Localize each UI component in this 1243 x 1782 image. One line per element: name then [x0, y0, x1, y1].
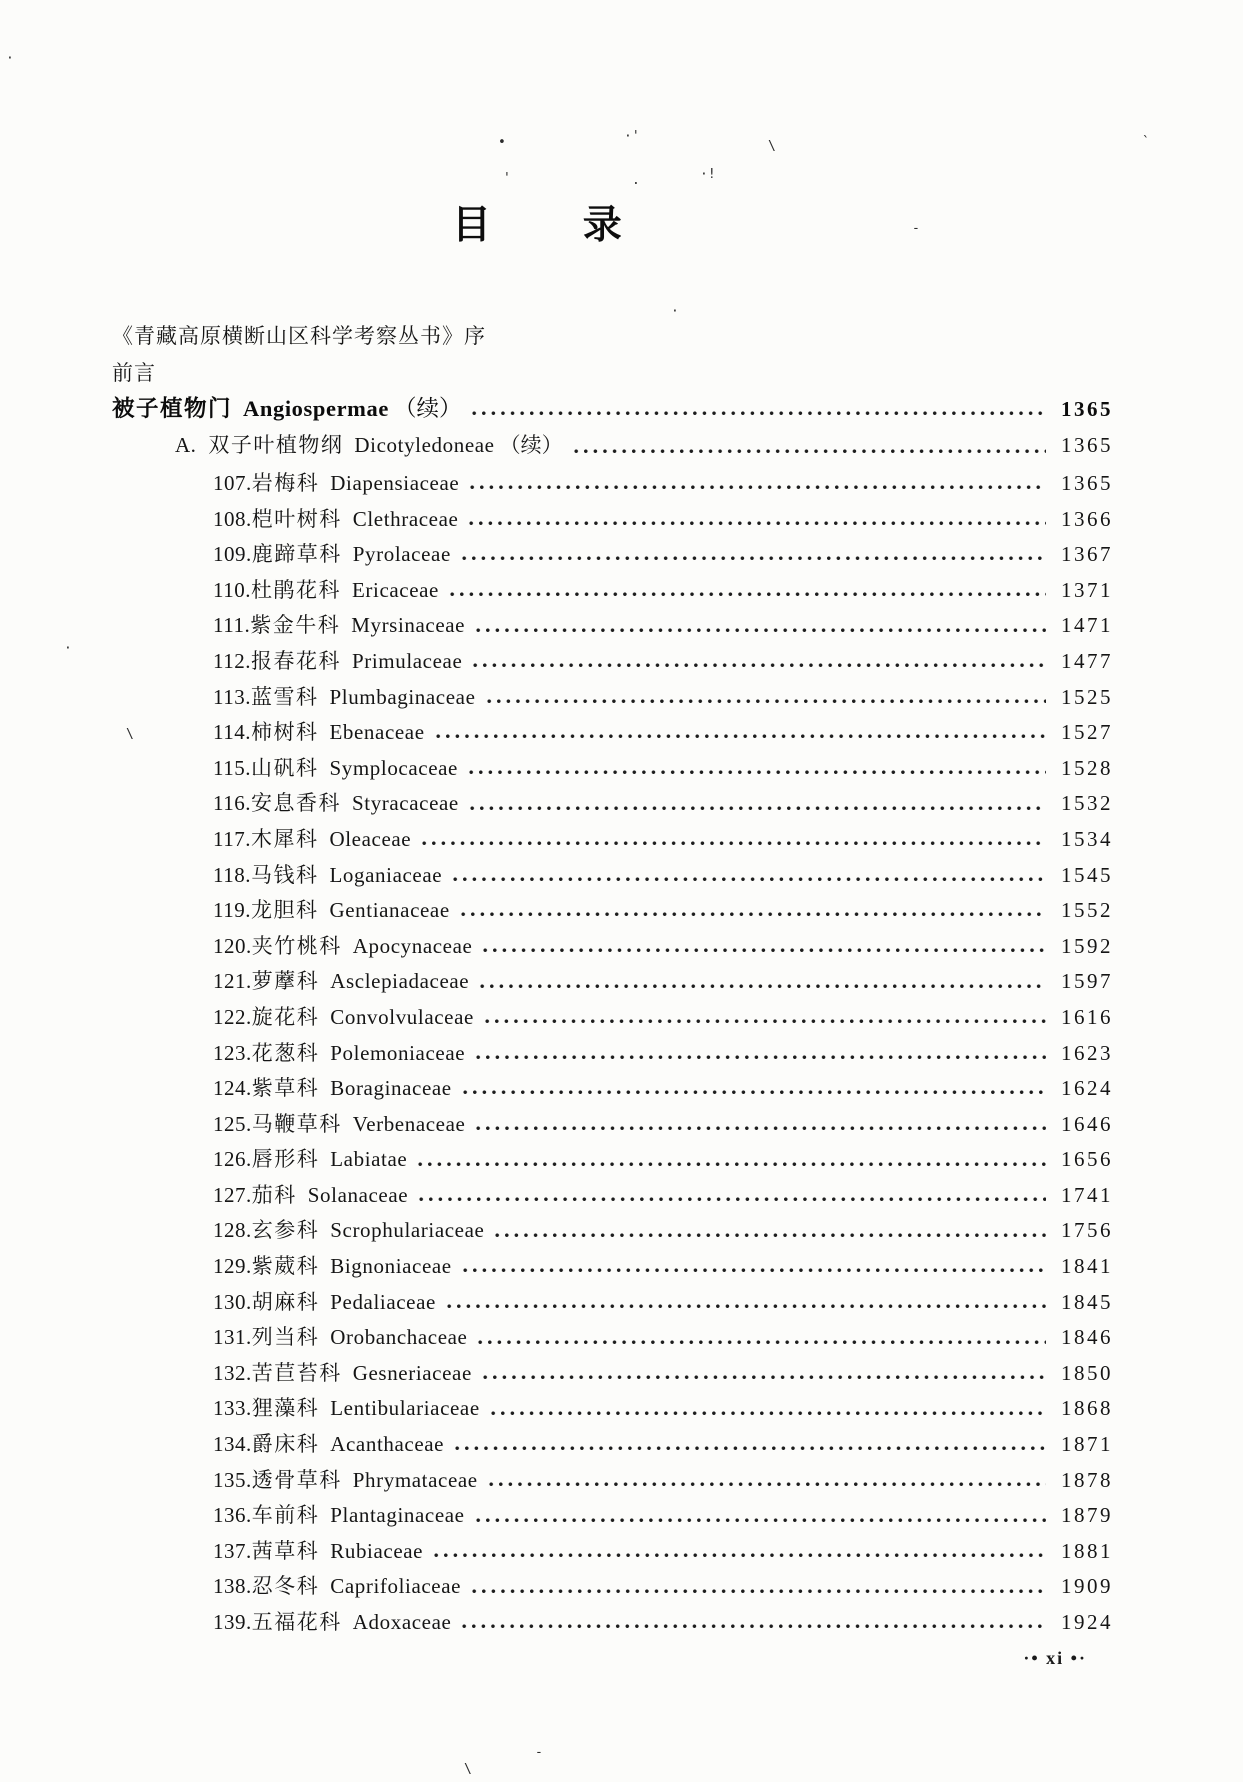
scan-speck: . [632, 173, 640, 188]
dot-leader [486, 698, 1047, 705]
dot-leader [475, 1054, 1046, 1061]
dot-leader [469, 805, 1046, 812]
page-title: 目 录 [452, 204, 624, 247]
toc-entry [112, 1286, 1113, 1322]
entry-name-latin: Gesneriaceae [352, 1360, 472, 1385]
toc-entry [112, 1499, 1113, 1535]
entry-number: 122. [213, 1004, 252, 1029]
toc-entry [112, 1179, 1113, 1215]
entry-number: 124. [213, 1076, 252, 1101]
dot-leader [477, 1339, 1046, 1346]
entry-name-cn: 狸藻科 [251, 1396, 320, 1421]
entry-name-latin: Loganiaceae [329, 862, 443, 887]
entry-number: 113. [213, 684, 251, 709]
entry-name-latin: Symplocaceae [329, 755, 458, 780]
toc-entry [112, 1357, 1113, 1393]
dot-leader [482, 1374, 1046, 1381]
entry-page-number: 1879 [1061, 1503, 1113, 1528]
toc-entry [112, 1535, 1113, 1571]
entry-number: 130. [213, 1289, 252, 1314]
toc-entry [112, 1464, 1113, 1500]
dot-leader [475, 1517, 1046, 1524]
entry-name-cn: 岩梅科 [251, 471, 320, 495]
entry-name-latin: Polemoniaceae [330, 1040, 466, 1065]
front-matter [112, 318, 486, 392]
entry-name-latin: Diapensiaceae [330, 471, 460, 495]
entry-page-number: 1477 [1061, 648, 1113, 673]
entry-name-cn: 马钱科 [250, 862, 319, 887]
entry-number: 118. [213, 862, 251, 887]
entry-name-cn: 紫金牛科 [250, 613, 341, 638]
dot-leader [472, 662, 1046, 669]
dot-leader [484, 1018, 1046, 1025]
entry-name-latin: Phrymataceae [352, 1467, 478, 1492]
dot-leader [461, 1623, 1046, 1630]
entry-name-cn: 列当科 [251, 1325, 320, 1350]
entry-name-cn: 爵床科 [251, 1432, 320, 1457]
entry-name-latin: Plantaginaceae [330, 1503, 465, 1528]
entry-page-number: 1527 [1061, 720, 1113, 745]
toc-entry [112, 467, 1113, 503]
toc-entry [112, 752, 1113, 788]
entry-page-number: 1552 [1061, 898, 1113, 923]
entry-number: 115. [213, 755, 251, 780]
toc-entry [112, 930, 1113, 966]
entry-page-number: 1597 [1061, 969, 1113, 994]
series-preface-entry: 《青藏高原横断山区科学考察丛书》序 [112, 324, 486, 348]
entry-name-latin: Clethraceae [352, 506, 459, 531]
entry-page-number: 1592 [1061, 933, 1113, 958]
entry-name-latin: Styracaceae [351, 791, 459, 816]
entry-name-cn: 紫葳科 [251, 1254, 320, 1279]
entry-number: 120. [213, 933, 252, 958]
dot-leader [471, 410, 1046, 417]
entry-page-number: 1845 [1061, 1289, 1113, 1314]
entry-number: 109. [213, 542, 252, 567]
entry-page-number: 1646 [1061, 1111, 1113, 1136]
entry-name-cn: 山矾科 [250, 755, 319, 780]
toc-entry [112, 538, 1113, 574]
toc-entry [112, 1250, 1113, 1286]
entry-name-latin: Angiospermae [243, 396, 389, 421]
dot-leader [479, 983, 1046, 990]
toc-list [112, 391, 1113, 1642]
entry-name-cn: 苦苣苔科 [251, 1360, 342, 1385]
entry-name-cn: 龙胆科 [250, 898, 319, 923]
entry-name-latin: Ericaceae [351, 577, 439, 602]
dot-leader [452, 876, 1046, 883]
entry-name-latin: Apocynaceae [352, 933, 473, 958]
entry-number: 127. [213, 1182, 252, 1207]
entry-continued-suffix: （续） [499, 433, 563, 457]
entry-page-number: 1878 [1061, 1467, 1113, 1492]
scan-speck: ` [1142, 135, 1150, 150]
entry-page-number: 1471 [1061, 613, 1113, 638]
page-number-footer: ·• xi •· [1023, 1648, 1087, 1668]
entry-name-latin: Labiatae [330, 1147, 408, 1172]
scan-speck: - [535, 1745, 543, 1760]
entry-name-latin: Solanaceae [307, 1182, 409, 1207]
scan-speck: · [64, 641, 72, 656]
scan-speck: · [6, 51, 14, 66]
entry-name-cn: 紫草科 [251, 1076, 320, 1101]
toc-entry [112, 894, 1113, 930]
entry-name-latin: Ebenaceae [329, 720, 425, 745]
dot-leader [482, 947, 1046, 954]
toc-entry [112, 681, 1113, 717]
entry-number: 119. [213, 898, 251, 923]
dot-leader [488, 1481, 1046, 1488]
scan-speck: • [498, 135, 506, 150]
entry-page-number: 1534 [1061, 826, 1113, 851]
entry-page-number: 1841 [1061, 1254, 1113, 1279]
dot-leader [433, 1552, 1046, 1559]
entry-name-latin: Lentibulariaceae [330, 1396, 480, 1421]
toc-entry [112, 716, 1113, 752]
entry-number: 114. [213, 720, 251, 745]
entry-page-number: 1756 [1061, 1218, 1113, 1243]
dot-leader [494, 1232, 1046, 1239]
entry-number: 123. [213, 1040, 252, 1065]
entry-name-cn: 柿树科 [250, 720, 319, 745]
entry-number: 133. [213, 1396, 252, 1421]
toc-entry [112, 859, 1113, 895]
entry-name-latin: Primulaceae [351, 648, 463, 673]
entry-number: 112. [213, 648, 251, 673]
dot-leader [475, 1125, 1046, 1132]
toc-entry [112, 1143, 1113, 1179]
dot-leader [418, 1196, 1046, 1203]
entry-page-number: 1881 [1061, 1538, 1113, 1563]
entry-name-cn: 茜草科 [251, 1538, 320, 1563]
toc-entry [112, 391, 1113, 429]
toc-entry [112, 609, 1113, 645]
entry-page-number: 1623 [1061, 1040, 1113, 1065]
entry-number: 134. [213, 1432, 252, 1457]
entry-number: 135. [213, 1467, 252, 1492]
entry-name-cn: 报春花科 [250, 648, 341, 673]
toc-entry [112, 429, 1113, 467]
entry-number: 136. [213, 1503, 252, 1528]
entry-name-cn: 旋花科 [251, 1004, 320, 1029]
entry-page-number: 1528 [1061, 755, 1113, 780]
entry-name-latin: Rubiaceae [330, 1538, 424, 1563]
toc-entry [112, 1001, 1113, 1037]
dot-leader [468, 520, 1046, 527]
entry-name-latin: Gentianaceae [329, 898, 450, 923]
entry-number: 107. [213, 471, 252, 495]
entry-page-number: 1545 [1061, 862, 1113, 887]
entry-name-latin: Oleaceae [329, 826, 412, 851]
entry-number: 139. [213, 1610, 252, 1634]
scan-speck: ·' [624, 129, 640, 144]
entry-name-cn: 夹竹桃科 [251, 933, 342, 958]
entry-page-number: 1525 [1061, 684, 1113, 709]
toc-entry [112, 1321, 1113, 1357]
entry-number: 116. [213, 791, 251, 816]
entry-page-number: 1850 [1061, 1360, 1113, 1385]
entry-name-cn: 玄参科 [251, 1218, 320, 1243]
entry-name-latin: Orobanchaceae [330, 1325, 468, 1350]
foreword-entry: 前言 [112, 361, 156, 385]
dot-leader [573, 448, 1046, 455]
entry-name-cn: 车前科 [251, 1503, 320, 1528]
entry-name-cn: 木犀科 [250, 826, 319, 851]
dot-leader [471, 1588, 1046, 1595]
toc-entry [112, 1570, 1113, 1606]
entry-name-cn: 蓝雪科 [250, 684, 319, 709]
dot-leader [468, 769, 1046, 776]
entry-number: A. [175, 433, 197, 457]
entry-name-latin: Pedaliaceae [330, 1289, 436, 1314]
entry-name-cn: 忍冬科 [251, 1574, 320, 1599]
scan-speck: · [671, 304, 679, 319]
entry-number: 129. [213, 1254, 252, 1279]
scan-speck: - [912, 221, 920, 236]
entry-number: 110. [213, 577, 251, 602]
toc-entry [112, 1037, 1113, 1073]
dot-leader [460, 911, 1046, 918]
dot-leader [469, 484, 1046, 491]
entry-name-latin: Convolvulaceae [330, 1004, 474, 1029]
scan-speck: \ [464, 1762, 472, 1777]
scan-speck: ' [503, 171, 511, 186]
entry-name-latin: Caprifoliaceae [330, 1574, 462, 1599]
toc-entry [112, 965, 1113, 1001]
entry-continued-suffix: （续） [393, 396, 462, 421]
entry-name-cn: 唇形科 [251, 1147, 320, 1172]
entry-name-latin: Plumbaginaceae [329, 684, 476, 709]
entry-name-cn: 杜鹃花科 [250, 577, 341, 602]
entry-number: 108. [213, 506, 252, 531]
entry-page-number: 1371 [1061, 577, 1113, 602]
entry-page-number: 1624 [1061, 1076, 1113, 1101]
toc-entry [112, 787, 1113, 823]
entry-number: 137. [213, 1538, 252, 1563]
entry-name-cn: 花葱科 [251, 1040, 320, 1065]
dot-leader [446, 1303, 1046, 1310]
entry-page-number: 1909 [1061, 1574, 1113, 1599]
dot-leader [449, 591, 1046, 598]
toc-entry [112, 574, 1113, 610]
entry-name-cn: 胡麻科 [251, 1289, 320, 1314]
entry-name-cn: 茄科 [251, 1182, 297, 1207]
toc-entry [112, 1108, 1113, 1144]
toc-entry [112, 1214, 1113, 1250]
entry-page-number: 1656 [1061, 1147, 1113, 1172]
scan-speck: \ [126, 727, 134, 742]
dot-leader [462, 1267, 1046, 1274]
entry-name-latin: Boraginaceae [330, 1076, 452, 1101]
entry-name-latin: Acanthaceae [330, 1432, 445, 1457]
entry-number: 125. [213, 1111, 252, 1136]
entry-page-number: 1365 [1061, 433, 1113, 457]
entry-page-number: 1924 [1061, 1610, 1113, 1634]
entry-page-number: 1366 [1061, 506, 1113, 531]
dot-leader [417, 1161, 1046, 1168]
toc-entry [112, 645, 1113, 681]
entry-name-latin: Adoxaceae [352, 1610, 452, 1634]
entry-number: 138. [213, 1574, 252, 1599]
entry-number: 132. [213, 1360, 252, 1385]
dot-leader [462, 1089, 1046, 1096]
dot-leader [461, 555, 1046, 562]
entry-number: 131. [213, 1325, 252, 1350]
entry-name-cn: 被子植物门 [112, 396, 233, 421]
entry-page-number: 1741 [1061, 1182, 1113, 1207]
toc-entry [112, 503, 1113, 539]
toc-entry [112, 1072, 1113, 1108]
entry-name-cn: 安息香科 [250, 791, 341, 816]
entry-name-latin: Myrsinaceae [351, 613, 466, 638]
dot-leader [454, 1445, 1046, 1452]
entry-name-latin: Bignoniaceae [330, 1254, 452, 1279]
entry-number: 121. [213, 969, 252, 994]
entry-name-cn: 马鞭草科 [251, 1111, 342, 1136]
entry-page-number: 1871 [1061, 1432, 1113, 1457]
entry-number: 128. [213, 1218, 252, 1243]
entry-name-latin: Pyrolaceae [352, 542, 451, 567]
entry-number: 117. [213, 826, 251, 851]
scan-speck: \ [768, 139, 776, 154]
entry-page-number: 1365 [1061, 397, 1113, 421]
toc-entry [112, 1428, 1113, 1464]
entry-page-number: 1616 [1061, 1004, 1113, 1029]
entry-name-latin: Scrophulariaceae [330, 1218, 485, 1243]
dot-leader [475, 627, 1046, 634]
entry-name-latin: Dicotyledoneae [354, 433, 495, 457]
entry-number: 126. [213, 1147, 252, 1172]
entry-page-number: 1868 [1061, 1396, 1113, 1421]
entry-page-number: 1367 [1061, 542, 1113, 567]
entry-name-cn: 鹿蹄草科 [251, 542, 342, 567]
scan-speck: ·! [700, 167, 716, 182]
toc-entry [112, 823, 1113, 859]
entry-page-number: 1365 [1061, 471, 1113, 495]
entry-page-number: 1846 [1061, 1325, 1113, 1350]
entry-name-cn: 桤叶树科 [251, 506, 342, 531]
dot-leader [421, 840, 1046, 847]
entry-name-cn: 萝藦科 [251, 969, 320, 994]
entry-name-cn: 双子叶植物纲 [208, 433, 344, 457]
entry-name-latin: Asclepiadaceae [330, 969, 470, 994]
entry-number: 111. [213, 613, 251, 638]
entry-name-cn: 透骨草科 [251, 1467, 342, 1492]
dot-leader [490, 1410, 1046, 1417]
dot-leader [435, 733, 1046, 740]
toc-entry [112, 1606, 1113, 1642]
entry-name-latin: Verbenaceae [352, 1111, 466, 1136]
entry-page-number: 1532 [1061, 791, 1113, 816]
entry-name-cn: 五福花科 [251, 1610, 342, 1634]
toc-entry [112, 1392, 1113, 1428]
